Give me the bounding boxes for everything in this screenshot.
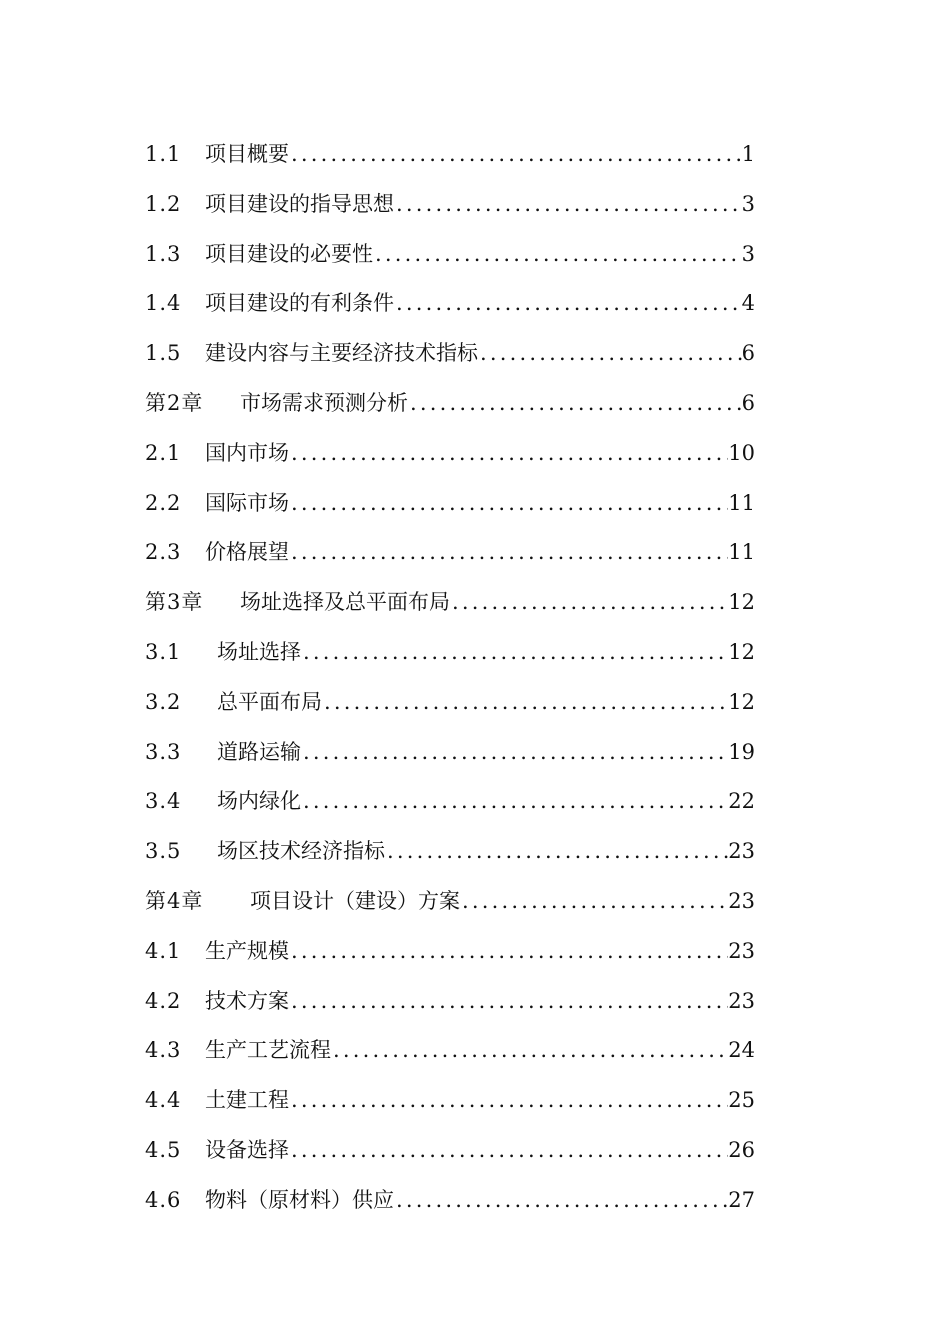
toc-entry-number: 1.1 [145,142,182,166]
toc-entry-page: 3 [741,241,755,266]
toc-dot-leader [373,230,742,280]
toc-dot-leader [289,429,728,479]
toc-entry[interactable] [145,528,755,578]
toc-entry-title: 项目概要 [205,142,289,166]
toc-entry-title: 土建工程 [205,1088,289,1113]
toc-entry-page: 4 [741,291,755,316]
toc-entry-page: 24 [728,1038,755,1063]
toc-dot-leader [289,927,728,977]
toc-entry-title: 物料（原材料）供应 [205,1187,394,1212]
toc-chapter-number: 第3章 [145,590,204,615]
toc-dot-leader [408,379,742,429]
toc-chapter-entry[interactable] [145,877,755,927]
toc-entry-number: 3.5 [145,839,182,864]
toc-entry[interactable] [145,1076,755,1126]
toc-dot-leader [394,180,742,230]
toc-chapter-number: 第4章 [145,888,204,913]
toc-entry-number: 3.4 [145,789,182,814]
toc-entry-number: 1.5 [145,341,182,366]
toc-entry[interactable] [145,777,755,827]
toc-dot-leader [301,728,728,778]
toc-dot-leader [289,1126,728,1176]
toc-entry-number: 1.3 [145,241,182,266]
toc-entry[interactable] [145,329,755,379]
toc-entry-title: 场址选择 [217,639,301,664]
toc-entry-number: 4.4 [145,1088,182,1113]
toc-dot-leader [478,329,742,379]
toc-entry[interactable] [145,180,755,230]
toc-entry[interactable] [145,429,755,479]
toc-entry-title: 道路运输 [217,739,301,764]
toc-entry-page: 3 [741,191,755,216]
toc-dot-leader [289,528,728,578]
toc-entry-page: 23 [728,888,755,913]
toc-entry-number: 4.6 [145,1187,182,1212]
toc-chapter-number: 第2章 [145,390,204,415]
toc-entry-title: 设备选择 [205,1137,289,1162]
toc-entry-number: 2.1 [145,440,182,465]
toc-entry-title: 国际市场 [205,490,289,515]
toc-dot-leader [394,1176,728,1226]
toc-entry-number: 1.4 [145,291,182,316]
toc-dot-leader [322,678,728,728]
toc-entry-page: 23 [728,938,755,963]
toc-entry-page: 1 [741,142,755,166]
toc-entry-page: 23 [728,839,755,864]
toc-entry-page: 25 [728,1088,755,1113]
toc-dot-leader [385,827,728,877]
toc-entry-title: 生产工艺流程 [205,1038,331,1063]
toc-entry[interactable] [145,827,755,877]
toc-entry-title: 场区技术经济指标 [217,839,385,864]
toc-dot-leader [289,130,742,180]
toc-entry[interactable] [145,927,755,977]
toc-chapter-title: 项目设计（建设）方案 [250,888,460,913]
toc-entry-number: 2.2 [145,490,182,515]
toc-chapter-title: 市场需求预测分析 [240,390,408,415]
toc-chapter-entry[interactable] [145,578,755,628]
toc-entry-number: 3.3 [145,739,182,764]
table-of-contents [145,130,755,1226]
toc-entry-number: 4.3 [145,1038,182,1063]
toc-dot-leader [289,1076,728,1126]
toc-dot-leader [331,1026,728,1076]
toc-entry-title: 项目建设的指导思想 [205,191,394,216]
toc-entry-number: 3.1 [145,639,182,664]
toc-entry-title: 价格展望 [205,540,289,565]
toc-entry-page: 6 [741,390,755,415]
toc-entry-page: 27 [728,1187,755,1212]
toc-entry[interactable] [145,279,755,329]
toc-entry-title: 总平面布局 [217,689,322,714]
toc-chapter-title: 场址选择及总平面布局 [240,590,450,615]
toc-entry-page: 12 [728,590,755,615]
toc-entry-page: 11 [728,490,755,515]
toc-dot-leader [460,877,728,927]
toc-entry-number: 1.2 [145,191,182,216]
toc-entry[interactable] [145,1176,755,1226]
toc-entry[interactable] [145,230,755,280]
toc-entry-page: 26 [728,1137,755,1162]
toc-dot-leader [289,479,728,529]
toc-entry-page: 22 [728,789,755,814]
toc-entry-title: 技术方案 [205,988,289,1013]
toc-entry[interactable] [145,130,755,180]
toc-entry-page: 12 [728,689,755,714]
toc-entry[interactable] [145,678,755,728]
toc-dot-leader [450,578,728,628]
toc-entry-number: 4.5 [145,1137,182,1162]
toc-entry-page: 10 [728,440,755,465]
toc-entry-page: 19 [728,739,755,764]
toc-entry-page: 12 [728,639,755,664]
toc-dot-leader [301,777,728,827]
toc-entry[interactable] [145,728,755,778]
toc-entry-title: 场内绿化 [217,789,301,814]
toc-entry-title: 项目建设的必要性 [205,241,373,266]
toc-entry[interactable] [145,1026,755,1076]
toc-entry-title: 建设内容与主要经济技术指标 [205,341,478,366]
toc-entry-page: 6 [741,341,755,366]
toc-dot-leader [301,628,728,678]
toc-entry-number: 4.1 [145,938,182,963]
toc-entry-page: 11 [728,540,755,565]
toc-entry-number: 2.3 [145,540,182,565]
toc-entry-page: 23 [728,988,755,1013]
toc-dot-leader [394,279,742,329]
toc-entry[interactable] [145,1126,755,1176]
toc-entry-number: 3.2 [145,689,182,714]
toc-entry-title: 国内市场 [205,440,289,465]
toc-entry[interactable] [145,977,755,1027]
toc-entry-number: 4.2 [145,988,182,1013]
toc-entry[interactable] [145,628,755,678]
toc-chapter-entry[interactable] [145,379,755,429]
toc-entry[interactable] [145,479,755,529]
toc-entry-title: 生产规模 [205,938,289,963]
toc-dot-leader [289,977,728,1027]
toc-entry-title: 项目建设的有利条件 [205,291,394,316]
